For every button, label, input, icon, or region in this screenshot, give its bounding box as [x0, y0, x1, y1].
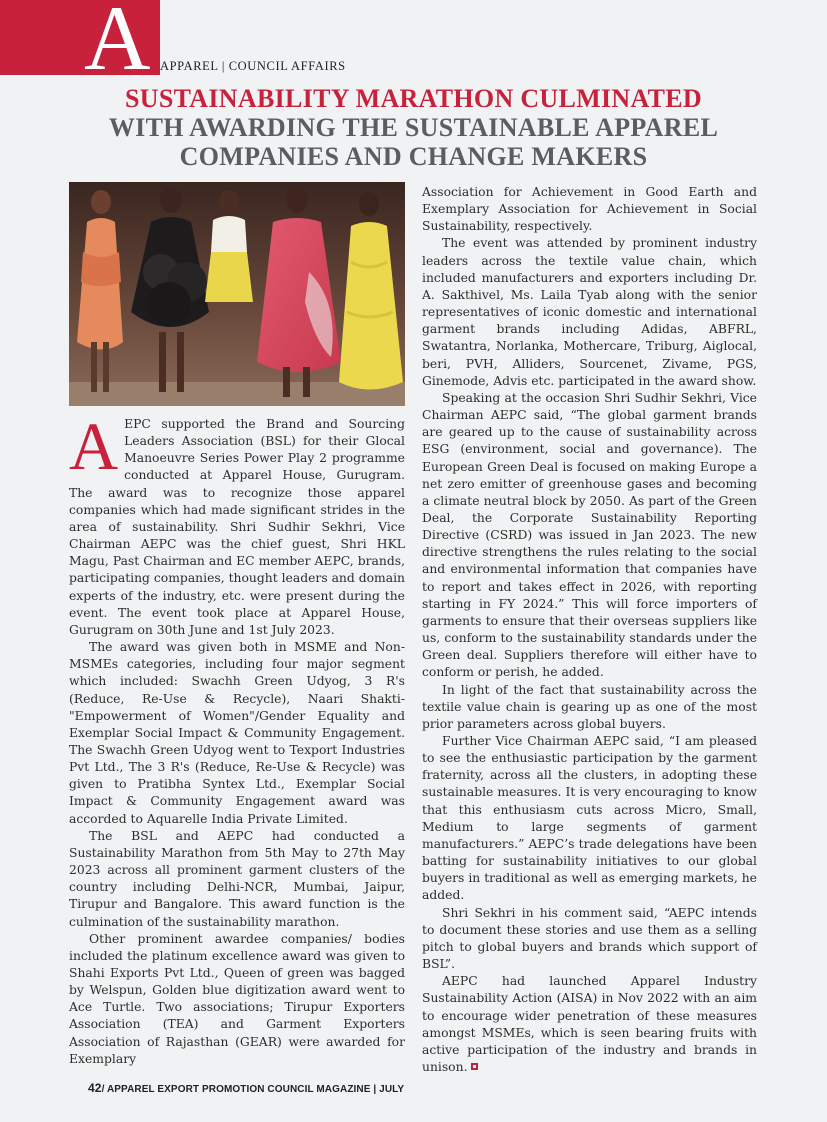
publication-name: / APPAREL EXPORT PROMOTION COUNCIL MAGAZINE | JULY [101, 1084, 405, 1095]
article-paragraph-6: The event was attended by prominent industry leaders across the textile value chain, which included manufacturers and exporters including Dr. A. Sakthivel, Ms. Laila Tyab along with the senior representatives of iconic domestic and international garment brands including Adidas, ABFRL, Swatantra, Norlanka, Mothercare, Triburg, Aiglocal, beri, PVH, Alliders, Sourcenet, Zivame, PGS, Ginemode, Advis etc. participated in the award show. [422, 236, 757, 388]
section-logo-block [0, 0, 160, 89]
article-column-left [69, 408, 406, 1068]
article-paragraph-3: The BSL and AEPC had conducted a Sustainability Marathon from 5th May to 27th May 2023 across all prominent garment clusters of the country including Delhi-NCR, Mumbai, Jaipur, Tirupur and Bangalore. This award function is the culmination of the sustainability marathon. [69, 828, 405, 929]
article-paragraph-8: In light of the fact that sustainability across the textile value chain is gearing up as one of the most prior parameters across global buyers. [422, 682, 757, 731]
article-paragraph-2: The award was given both in MSME and Non-MSMEs categories, including four major segment which included: Swachh Green Udyog, 3 R's (Reduce, Re-Use & Recycle), Naari Shakti-"Empowerment of Women"/Gender Equality and Exemplar Social Impact & Community Engagement. The Swachh Green Udyog went to Texport Industries Pvt Ltd., The 3 R's (Reduce, Re-Use & Recycle) was given to Pratibha Syntex Ltd., Exemplar Social Impact & Community Engagement award was accorded to Aquarelle India Private Limited. [69, 640, 405, 826]
article-headline [40, 84, 787, 171]
page-footer [88, 1081, 404, 1095]
fashion-models-image [69, 182, 405, 406]
paragraph-text: EPC supported the Brand and Sourcing Leaders Association (BSL) for their Glocal Manoeuvre Series Power Play 2 programme conducted at Apparel House, Gurugram. The award was to recognize those apparel companies which had made significant strides in the area of sustainability. Shri Sudhir Sekhri, Vice Chairman AEPC was the chief guest, Shri HKL Magu, Past Chairman and EC member AEPC, brands, participating companies, thought leaders and domain experts of the industry, etc. were present during the event. The event took place at Apparel House, Gurugram on 30th June and 1st July 2023. [69, 417, 406, 637]
end-of-article-icon [471, 1063, 478, 1070]
headline-line-2: WITH AWARDING THE SUSTAINABLE APPAREL [108, 113, 719, 142]
section-logo-letter: A [84, 0, 151, 89]
article-paragraph-5: Association for Achievement in Good Earth and Exemplary Association for Achievement in Social Sustainability, respectively. [422, 185, 757, 234]
article-paragraph-10: Shri Sekhri in his comment said, “AEPC intends to document these stories and use them as a selling pitch to global buyers and brands which support of BSL”. [422, 905, 757, 972]
section-label: APPAREL | COUNCIL AFFAIRS [160, 59, 346, 73]
article-paragraph-4: Other prominent awardee companies/ bodies included the platinum excellence award was given to Shahi Exports Pvt Ltd., Queen of green was bagged by Welspun, Golden blue digitization award went to Ace Turtle. Two associations; Tirupur Exporters Association (TEA) and Garment Exporters Association of Rajasthan (GEAR) were awarded for Exemplary [69, 931, 405, 1066]
drop-cap: A [69, 408, 119, 484]
page-number: 42 [88, 1081, 102, 1095]
article-column-right [422, 184, 757, 1076]
paragraph-text: AEPC had launched Apparel Industry Sustainability Action (AISA) in Nov 2022 with an aim to encourage wider penetration of these measures amongst MSMEs, which is seen bearing fruits with active participation of the industry and brands in unison. [422, 974, 757, 1074]
article-paragraph-1 [69, 408, 406, 639]
article-paragraph-9: Further Vice Chairman AEPC said, “I am pleased to see the enthusiastic participation by the garment fraternity, across all the clusters, in adopting these sustainable measures. It is very encouraging to know that this enthusiasm cuts across Micro, Small, Medium to large segments of garment manufacturers.” AEPC’s trade delegations have been batting for sustainability initiatives to our global buyers in traditional as well as emerging markets, he added. [422, 734, 757, 903]
article-photo [69, 182, 405, 406]
headline-line-1: SUSTAINABILITY MARATHON CULMINATED [125, 84, 702, 113]
headline-line-3: COMPANIES AND CHANGE MAKERS [179, 142, 648, 171]
article-paragraph-7: Speaking at the occasion Shri Sudhir Sekhri, Vice Chairman AEPC said, “The global garment brands are geared up to the cause of sustainability across ESG (environment, social and governance). The European Green Deal is focused on making Europe a net zero emitter of greenhouse gases and becoming a climate neutral block by 2050. As part of the Green Deal, the Corporate Sustainability Reporting Directive (CSRD) was issued in Jan 2023. The new directive strengthens the rules relating to the social and environmental information that companies have to report and takes effect in 2026, with reporting starting in FY 2024.” This will force importers of garments to ensure that their overseas suppliers like us, conform to the sustainability standards under the Green deal. Suppliers therefore will either have to conform or perish, he added. [422, 390, 757, 680]
article-paragraph-11 [422, 973, 757, 1076]
